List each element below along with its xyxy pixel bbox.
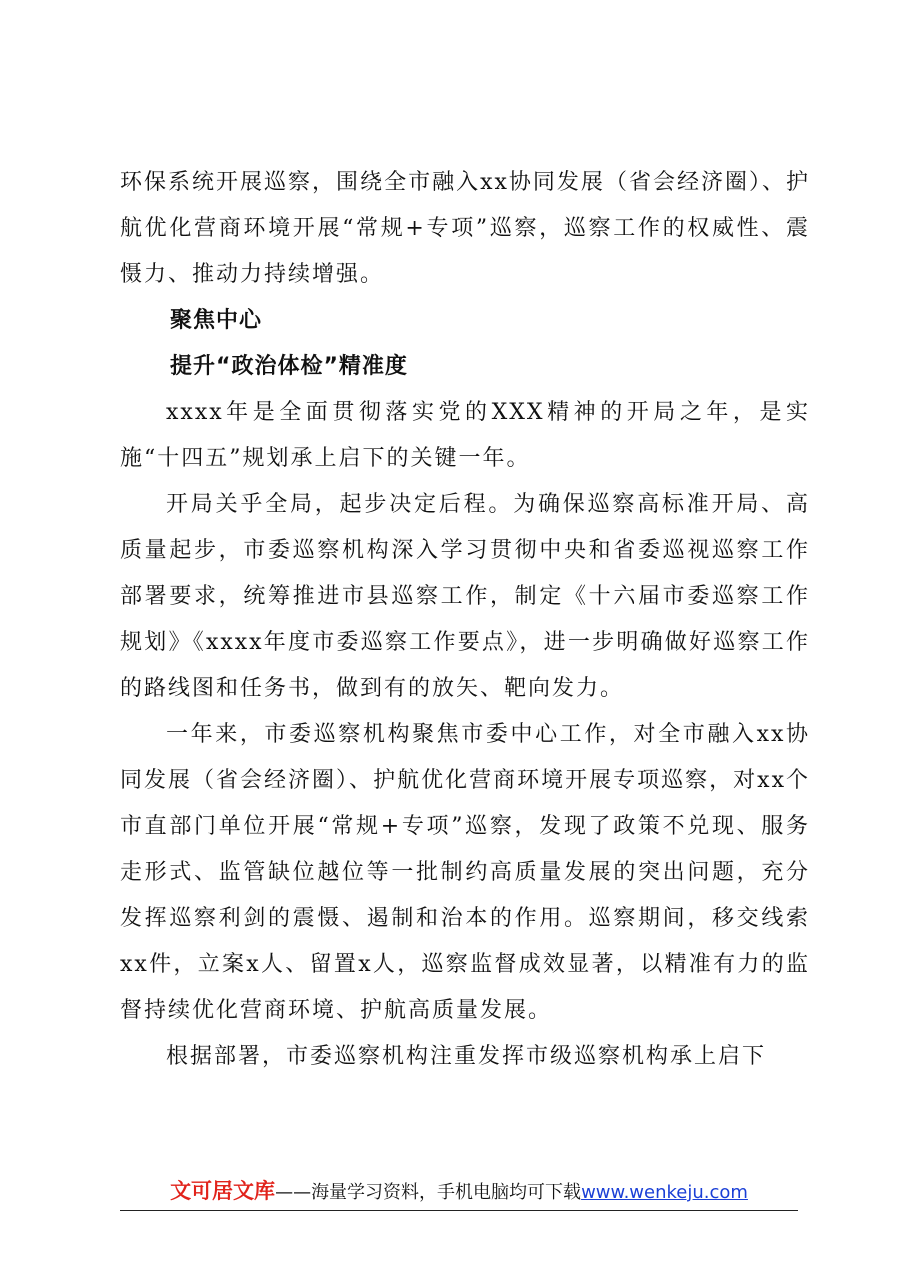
paragraph: 根据部署，市委巡察机构注重发挥市级巡察机构承上启下 bbox=[166, 1044, 767, 1069]
paragraph: 环保系统开展巡察，围绕全市融入xx协同发展（省会经济圈）、护航优化营商环境开展“常规+专项”巡察，巡察工作的权威性、震慑力、推动力持续增强。 bbox=[120, 170, 810, 287]
paragraph: 开局关乎全局，起步决定后程。为确保巡察高标准开局、高质量起步，市委巡察机构深入学习贯彻中央和省委巡视巡察工作部署要求，统筹推进市县巡察工作，制定《十六届市委巡察工作规划》《xxxx年度市委巡察工作要点》，进一步明确做好巡察工作的路线图和任务书，做到有的放矢、靶向发力。 bbox=[120, 492, 810, 701]
paragraph: xxxx年是全面贯彻落实党的XXX精神的开局之年，是实施“十四五”规划承上启下的关键一年。 bbox=[120, 400, 810, 471]
section-subheading: 提升“政治体检”精准度 bbox=[170, 354, 408, 379]
footer-brand: 文可居文库 bbox=[170, 1179, 276, 1203]
document-body bbox=[120, 160, 810, 1080]
section-heading: 聚焦中心 bbox=[170, 308, 263, 333]
paragraph: 一年来，市委巡察机构聚焦市委中心工作，对全市融入xx协同发展（省会经济圈）、护航优化营商环境开展专项巡察，对xx个市直部门单位开展“常规+专项”巡察，发现了政策不兑现、服务走形式、监管缺位越位等一批制约高质量发展的突出问题，充分发挥巡察利剑的震慑、遏制和治本的作用。巡察期间，移交线索xx件，立案x人、留置x人，巡察监督成效显著，以精准有力的监督持续优化营商环境、护航高质量发展。 bbox=[120, 722, 810, 1023]
page-footer bbox=[120, 1178, 798, 1206]
footer-website-link[interactable]: www.wenkeju.com bbox=[581, 1182, 748, 1203]
footer-divider bbox=[120, 1210, 798, 1211]
footer-slogan: ——海量学习资料，手机电脑均可下载 bbox=[275, 1182, 582, 1203]
